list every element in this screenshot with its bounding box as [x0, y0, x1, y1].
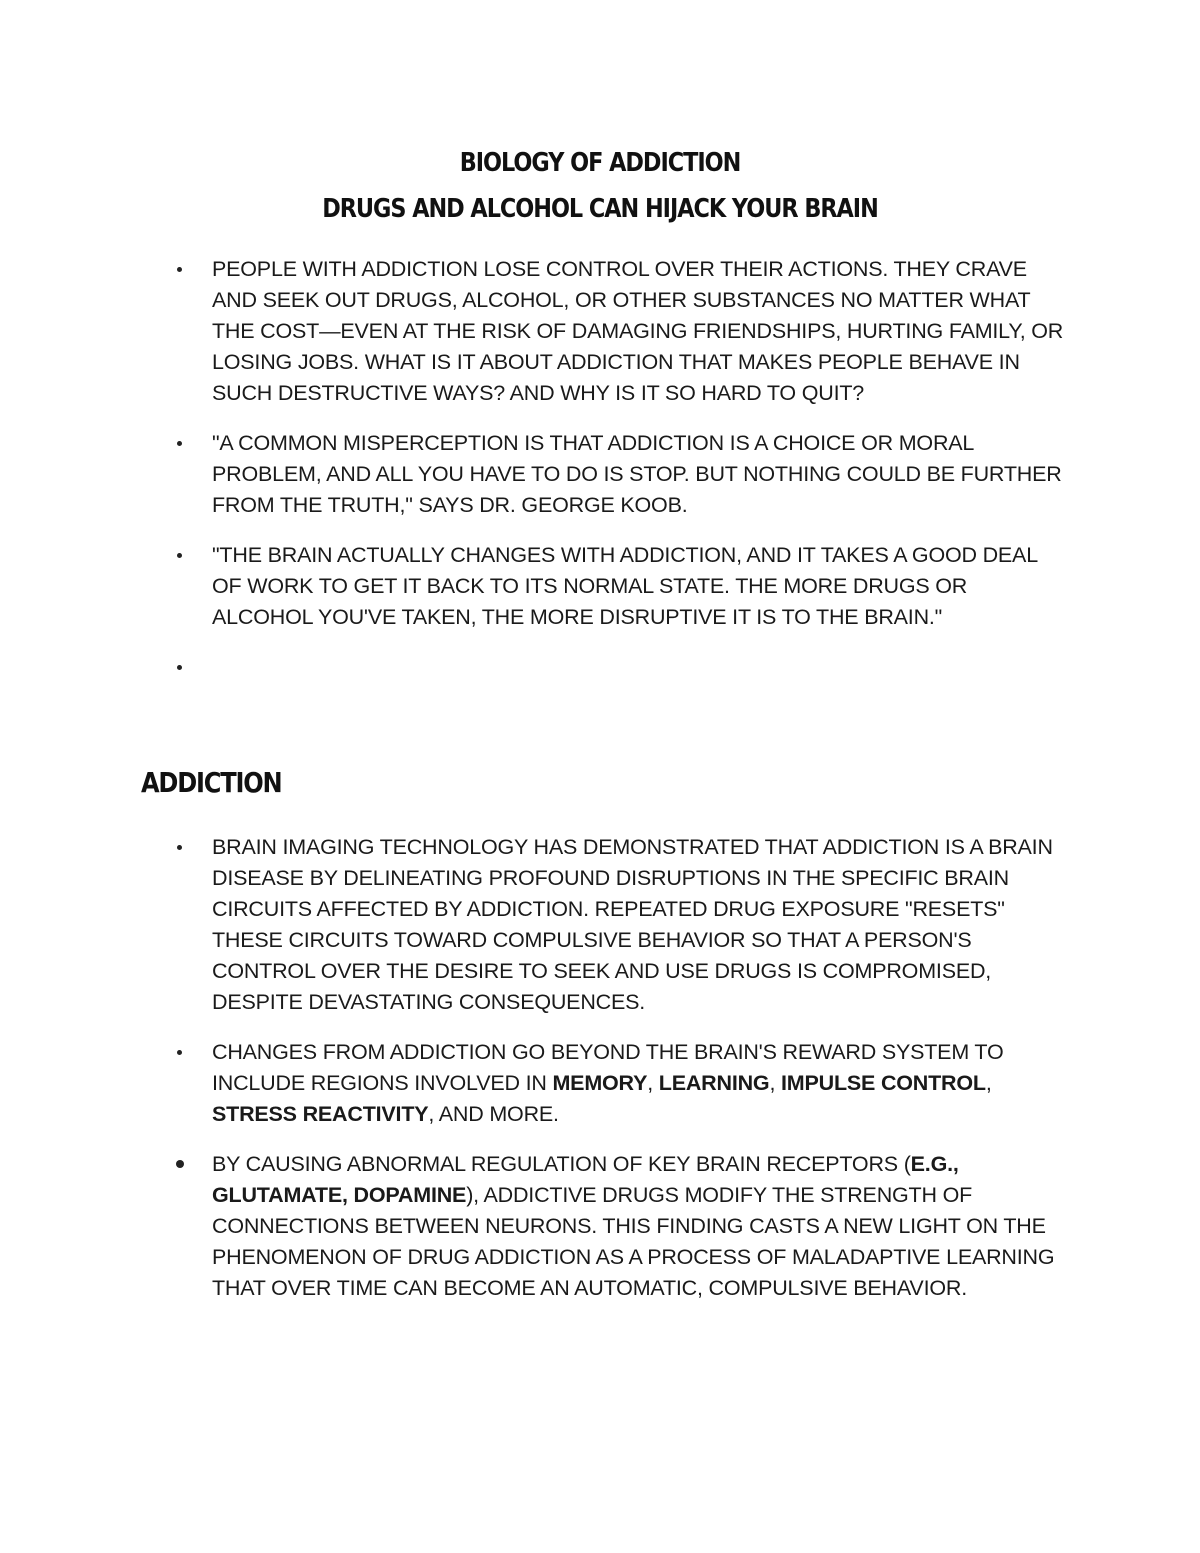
intro-bullet-list [0, 254, 1200, 702]
bullet-text: PEOPLE WITH ADDICTION LOSE CONTROL OVER THEIR ACTIONS. THEY CRAVE AND SEEK OUT DRUGS, ALCOHOL, OR OTHER SUBSTANCES NO MATTER WHAT THE COST—EVEN AT THE RISK OF DAMAGING FRIENDSHIPS, HURTING FAMILY, OR LOSING JOBS. WHAT IS IT ABOUT ADDICTION THAT MAKES PEOPLE BEHAVE IN SUCH DESTRUCTIVE WAYS? AND WHY IS IT SO HARD TO QUIT? [212, 257, 1064, 405]
bullet-dot-icon [176, 1160, 184, 1168]
bullet-text-lead: CHANGES FROM ADDICTION GO BEYOND THE BRAIN'S REWARD SYSTEM TO INCLUDE REGIONS INVOLVED IN [212, 1040, 1004, 1095]
bullet-text-tail: ), ADDICTIVE DRUGS MODIFY THE STRENGTH OF CONNECTIONS BETWEEN NEURONS. THIS FINDING CASTS A NEW LIGHT ON THE PHENOMENON OF DRUG ADDICTION AS A PROCESS OF MALADAPTIVE LEARNING THAT OVER TIME CAN BECOME AN AUTOMATIC, COMPULSIVE BEHAVIOR. [212, 1183, 1055, 1300]
list-item [0, 428, 1072, 521]
bullet-text-tail: , AND MORE. [428, 1102, 559, 1126]
separator: , [769, 1071, 782, 1095]
list-item [0, 832, 1072, 1018]
bold-term-stress-reactivity: STRESS REACTIVITY [212, 1102, 429, 1126]
bold-term-receptors: E.G., GLUTAMATE, DOPAMINE [212, 1152, 959, 1207]
separator: , [985, 1071, 992, 1095]
bullet-dot-icon [177, 665, 182, 670]
bullet-text-lead: BY CAUSING ABNORMAL REGULATION OF KEY BRAIN RECEPTORS ( [212, 1152, 911, 1176]
bold-term-memory: MEMORY [552, 1071, 648, 1095]
bold-term-impulse-control: IMPULSE CONTROL [781, 1071, 986, 1095]
separator: , [647, 1071, 659, 1095]
list-item [0, 1149, 1072, 1304]
list-item-empty [0, 652, 1072, 683]
title-line-1: BIOLOGY OF ADDICTION [459, 148, 741, 178]
document-title [0, 140, 1200, 232]
bullet-dot-icon [177, 553, 182, 558]
addiction-bullet-list [0, 832, 1200, 1323]
bold-term-learning: LEARNING [658, 1071, 770, 1095]
title-line-2: DRUGS AND ALCOHOL CAN HIJACK YOUR BRAIN [322, 194, 878, 224]
section-heading: ADDICTION [141, 766, 282, 799]
bullet-dot-icon [177, 441, 182, 446]
bullet-text: BRAIN IMAGING TECHNOLOGY HAS DEMONSTRATED THAT ADDICTION IS A BRAIN DISEASE BY DELINEATING PROFOUND DISRUPTIONS IN THE SPECIFIC BRAIN CIRCUITS AFFECTED BY ADDICTION. REPEATED DRUG EXPOSURE "RESETS" THESE CIRCUITS TOWARD COMPULSIVE BEHAVIOR SO THAT A PERSON'S CONTROL OVER THE DESIRE TO SEEK AND USE DRUGS IS COMPROMISED, DESPITE DEVASTATING CONSEQUENCES. [212, 835, 1053, 1014]
list-item [0, 540, 1072, 633]
bullet-dot-icon [177, 845, 182, 850]
bullet-dot-icon [177, 267, 182, 272]
list-item [0, 1037, 1072, 1130]
bullet-text: "THE BRAIN ACTUALLY CHANGES WITH ADDICTION, AND IT TAKES A GOOD DEAL OF WORK TO GET IT BACK TO ITS NORMAL STATE. THE MORE DRUGS OR ALCOHOL YOU'VE TAKEN, THE MORE DISRUPTIVE IT IS TO THE BRAIN." [212, 543, 1038, 629]
bullet-text: "A COMMON MISPERCEPTION IS THAT ADDICTION IS A CHOICE OR MORAL PROBLEM, AND ALL YOU HAVE TO DO IS STOP. BUT NOTHING COULD BE FURTHER FROM THE TRUTH," SAYS DR. GEORGE KOOB. [212, 431, 1062, 517]
list-item [0, 254, 1072, 409]
bullet-dot-icon [177, 1050, 182, 1055]
